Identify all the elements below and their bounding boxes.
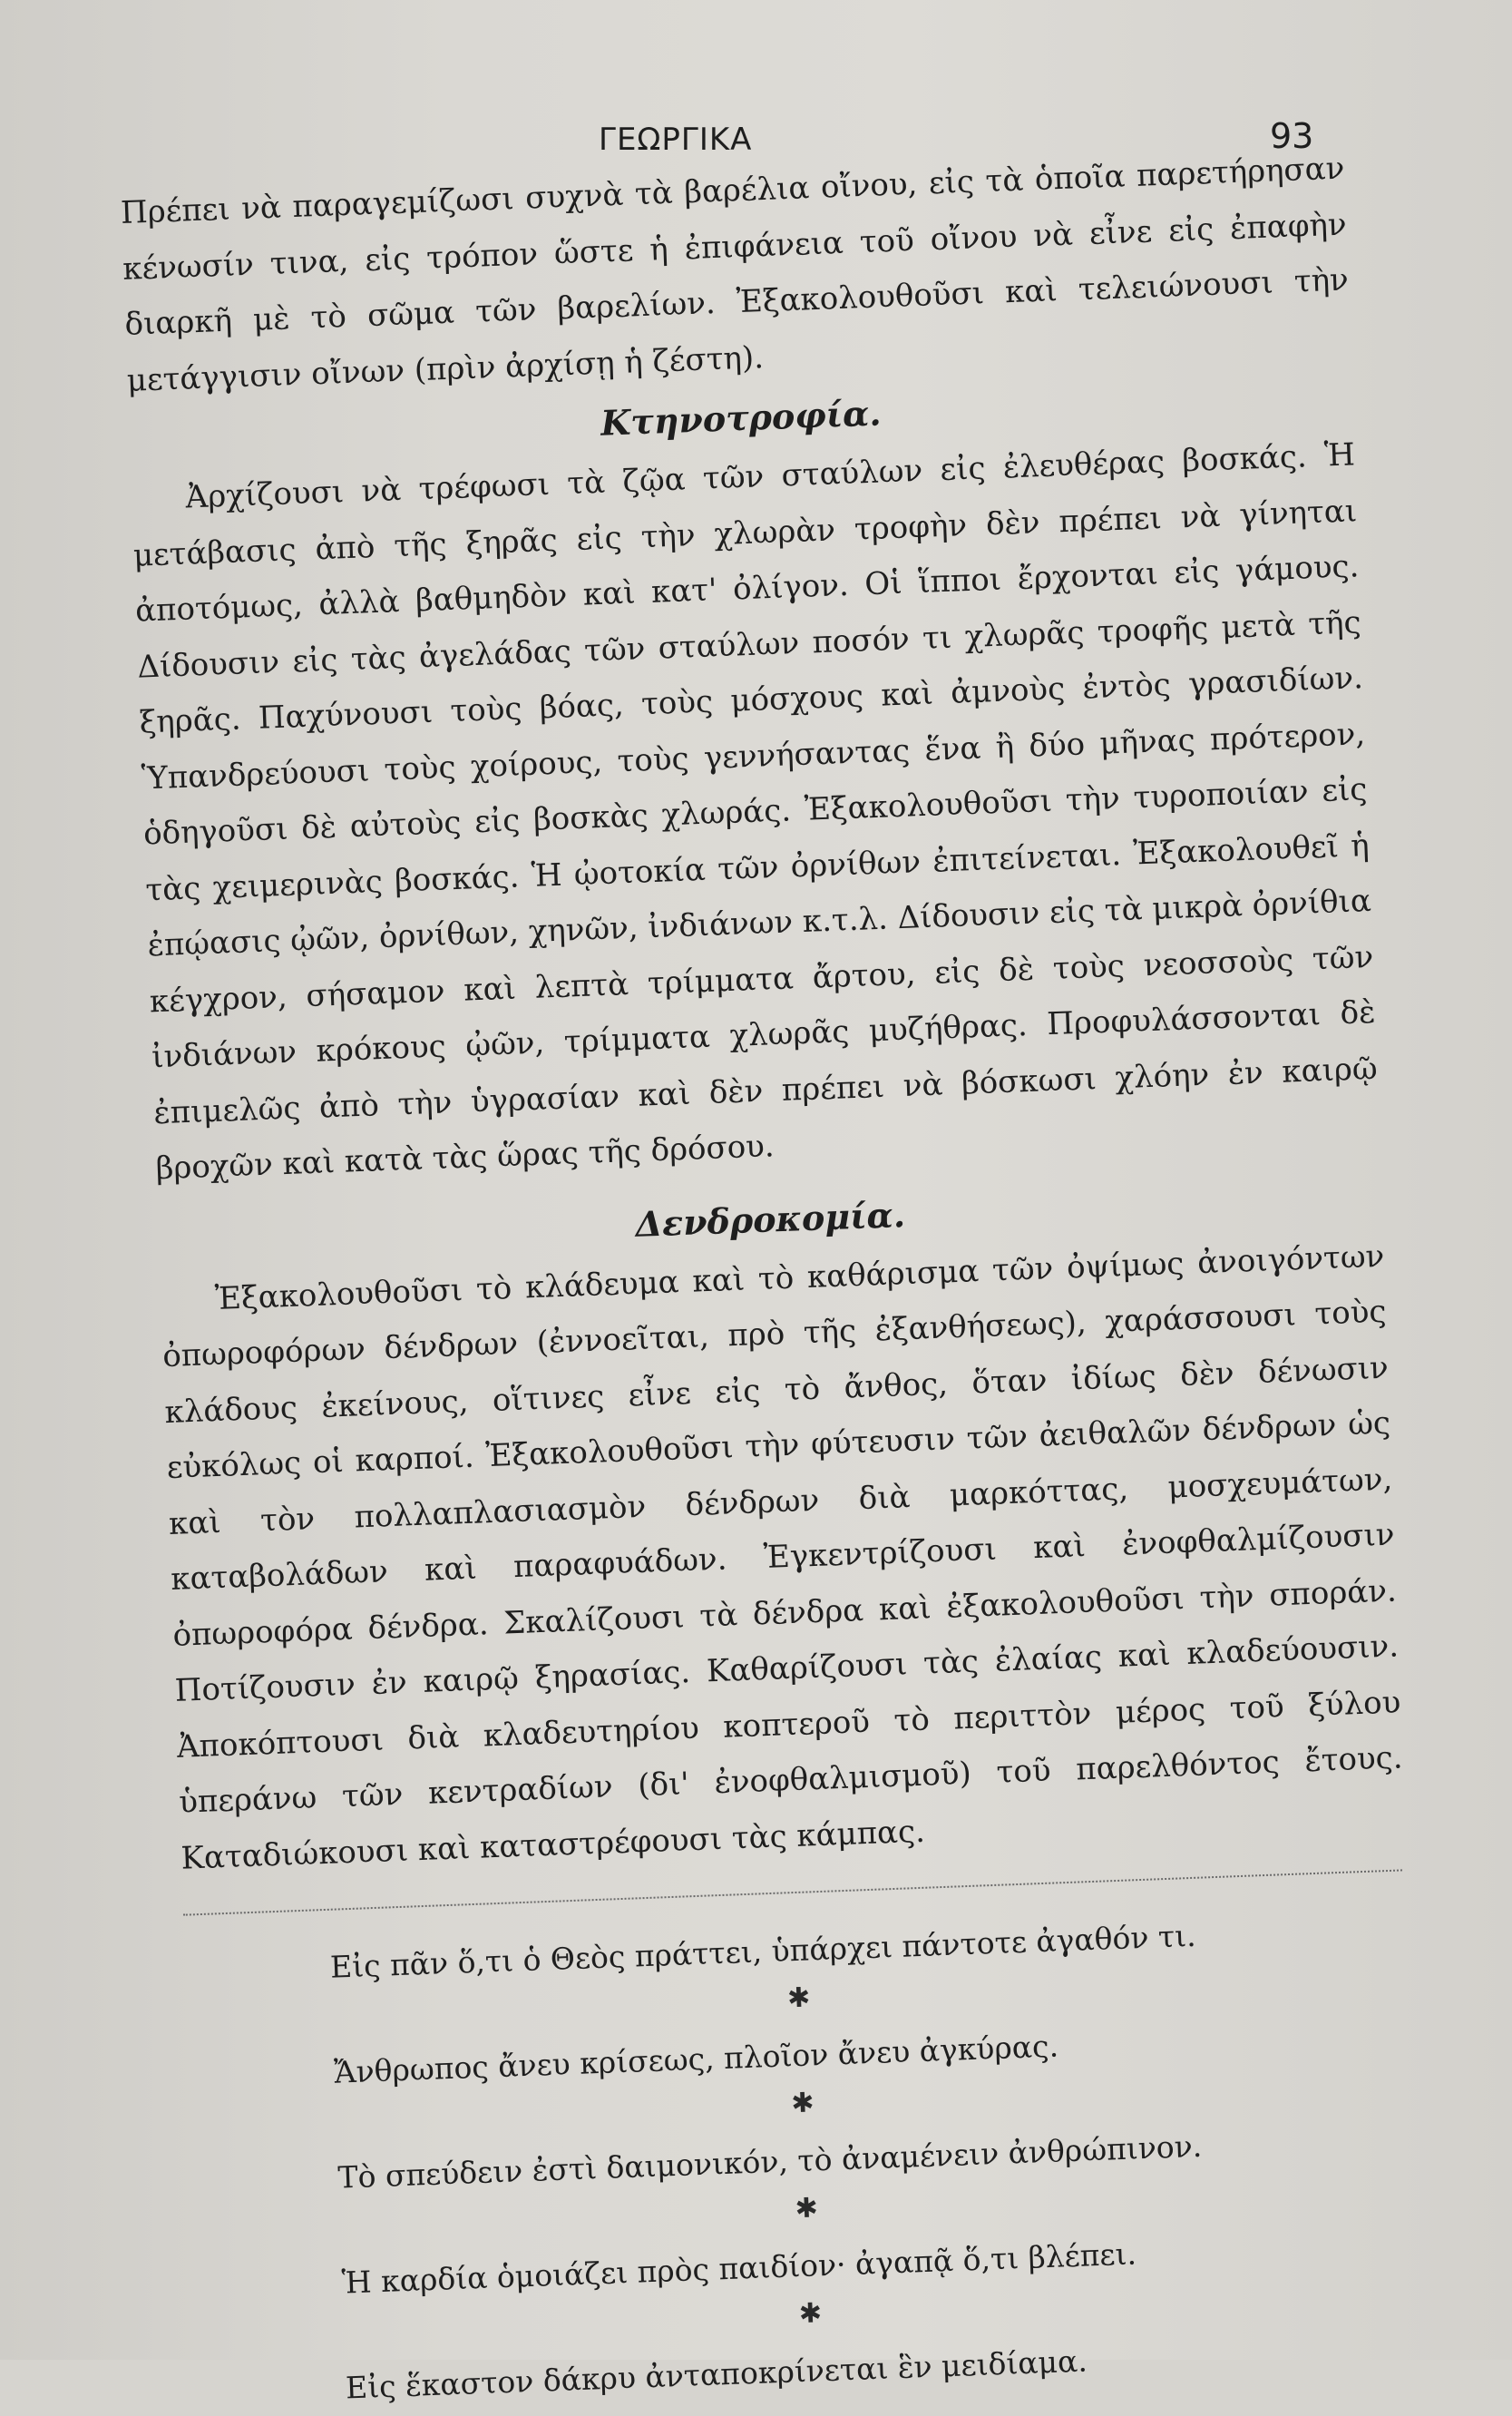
asterism-icon: ✱ [790,2087,815,2120]
section-heading-ktinotrofia: Κτηνοτροφία. [600,392,883,444]
saying-item: Ἡ καρδία ὁμοιάζει πρὸς παιδίον· ἀγαπᾷ ὅ,τι βλέπει. [341,2235,1137,2301]
sayings-list [184,1905,1425,2416]
saying-item: Εἰς πᾶν ὅ,τι ὁ Θεὸς πράττει, ὑπάρχει πάντοτε ἀγαθόν τι. [329,1917,1197,1985]
section-text-ktinotrofia: Ἀρχίζουσι νὰ τρέφωσι τὰ ζῷα τῶν σταύλων εἰς ἐλευθέρας βοσκάς. Ἡ μετάβασις ἀπὸ τῆς ξηρᾶς εἰς τὴν χλωρὰν τροφὴν δὲν πρέπει νὰ γίνηται ἀποτόμως, ἀλλὰ βαθμηδὸν καὶ κατ' ὀλίγον. Οἱ ἵπποι ἔρχονται εἰς γάμους. Δίδουσιν εἰς τὰς ἀγελάδας τῶν σταύλων ποσόν τι χλωρᾶς τροφῆς μετὰ τῆς ξηρᾶς. Παχύνουσι τοὺς βόας, τοὺς μόσχους καὶ ἀμνοὺς ἐντὸς γρασιδίων. Ὑπανδρεύουσι τοὺς χοίρους, τοὺς γεννήσαντας ἕνα ἢ δύο μῆνας πρότερον, ὁδηγοῦσι δὲ αὐτοὺς εἰς βοσκὰς χλωράς. Ἐξακολουθοῦσι τὴν τυροποιίαν εἰς τὰς χειμερινὰς βοσκάς. Ἡ ᾠοτοκία τῶν ὀρνίθων ἐπιτείνεται. Ἐξακολουθεῖ ἡ ἐπῴασις ᾠῶν, ὀρνίθων, χηνῶν, ἰνδιάνων κ.τ.λ. Δίδουσιν εἰς τὰ μικρὰ ὀρνίθια κέγχρον, σήσαμον καὶ λεπτὰ τρίμματα ἄρτου, εἰς δὲ τοὺς νεοσσοὺς τῶν ἰνδιάνων κρόκους ᾠῶν, τρίμματα χλωρᾶς μυζήθρας. Προφυλάσσονται δὲ ἐπιμελῶς ἀπὸ τὴν ὑγρασίαν καὶ δὲν πρέπει νὰ βόσκωσι χλόην ἐν καιρῷ βροχῶν καὶ κατὰ τὰς ὥρας τῆς δρόσου. [132,436,1379,1188]
section-text-dendrokomia: Ἐξακολουθοῦσι τὸ κλάδευμα καὶ τὸ καθάρισμα τῶν ὀψίμως ἀνοιγόντων ὀπωροφόρων δένδρων (ἐννοεῖται, πρὸ τῆς ἐξανθήσεως), χαράσσουσι τοὺς κλάδους ἐκείνους, οἵτινες εἶνε εἰς τὸ ἄνθος, ὅταν ἰδίως δὲν δένωσιν εὐκόλως οἱ καρποί. Ἐξακολουθοῦσι τὴν φύτευσιν τῶν ἀειθαλῶν δένδρων ὡς καὶ τὸν πολλαπλασιασμὸν δένδρων διὰ μαρκόττας, μοσχευμάτων, καταβολάδων καὶ παραφυάδων. Ἐγκεντρίζουσι καὶ ἐνοφθαλμίζουσιν ὀπωροφόρα δένδρα. Σκαλίζουσι τὰ δένδρα καὶ ἐξακολουθοῦσι τὴν σποράν. Ποτίζουσιν ἐν καιρῷ ξηρασίας. Καθαρίζουσι τὰς ἐλαίας καὶ κλαδεύουσιν. Ἀποκόπτουσι διὰ κλαδευτηρίου κοπτεροῦ τὸ περιττὸν μέρος τοῦ ξύλου ὑπεράνω τῶν κεντραδίων (δι' ἐνοφθαλμισμοῦ) τοῦ παρελθόντος ἔτους. Καταδιώκουσι καὶ καταστρέφουσι τὰς κάμπας. [161,1237,1404,1877]
page-body [120,142,1425,2416]
asterism-icon: ✱ [786,1981,811,2015]
saying-item: Εἰς ἕκαστον δάκρυ ἀνταποκρίνεται ἓν μειδίαμα. [345,2343,1088,2406]
saying-item: Ἄνθρωπος ἄνευ κρίσεως, πλοῖον ἄνευ ἀγκύρας. [333,2028,1059,2090]
page-number: 93 [1270,116,1314,156]
intro-paragraph: Πρέπει νὰ παραγεμίζωσι συχνὰ τὰ βαρέλια οἴνου, εἰς τὰ ὁποῖα παρετήρησαν κένωσίν τινα, εἰς τρόπον ὥστε ἡ ἐπιφάνεια τοῦ οἴνου νὰ εἶνε εἰς ἐπαφὴν διαρκῆ μὲ τὸ σῶμα τῶν βαρελίων. Ἐξακολουθοῦσι καὶ τελειώνουσι τὴν μετάγγισιν οἴνων (πρὶν ἀρχίσῃ ἡ ζέστη). [120,150,1350,399]
asterism-icon: ✱ [798,2297,823,2331]
saying-item: Τὸ σπεύδειν ἐστὶ δαιμονικόν, τὸ ἀναμένειν ἀνθρώπινον. [337,2127,1203,2196]
running-title: ΓΕΩΡΓΙΚΑ [599,122,753,158]
section-heading-dendrokomia: Δενδροκομία. [634,1193,906,1245]
asterism-icon: ✱ [794,2192,819,2225]
